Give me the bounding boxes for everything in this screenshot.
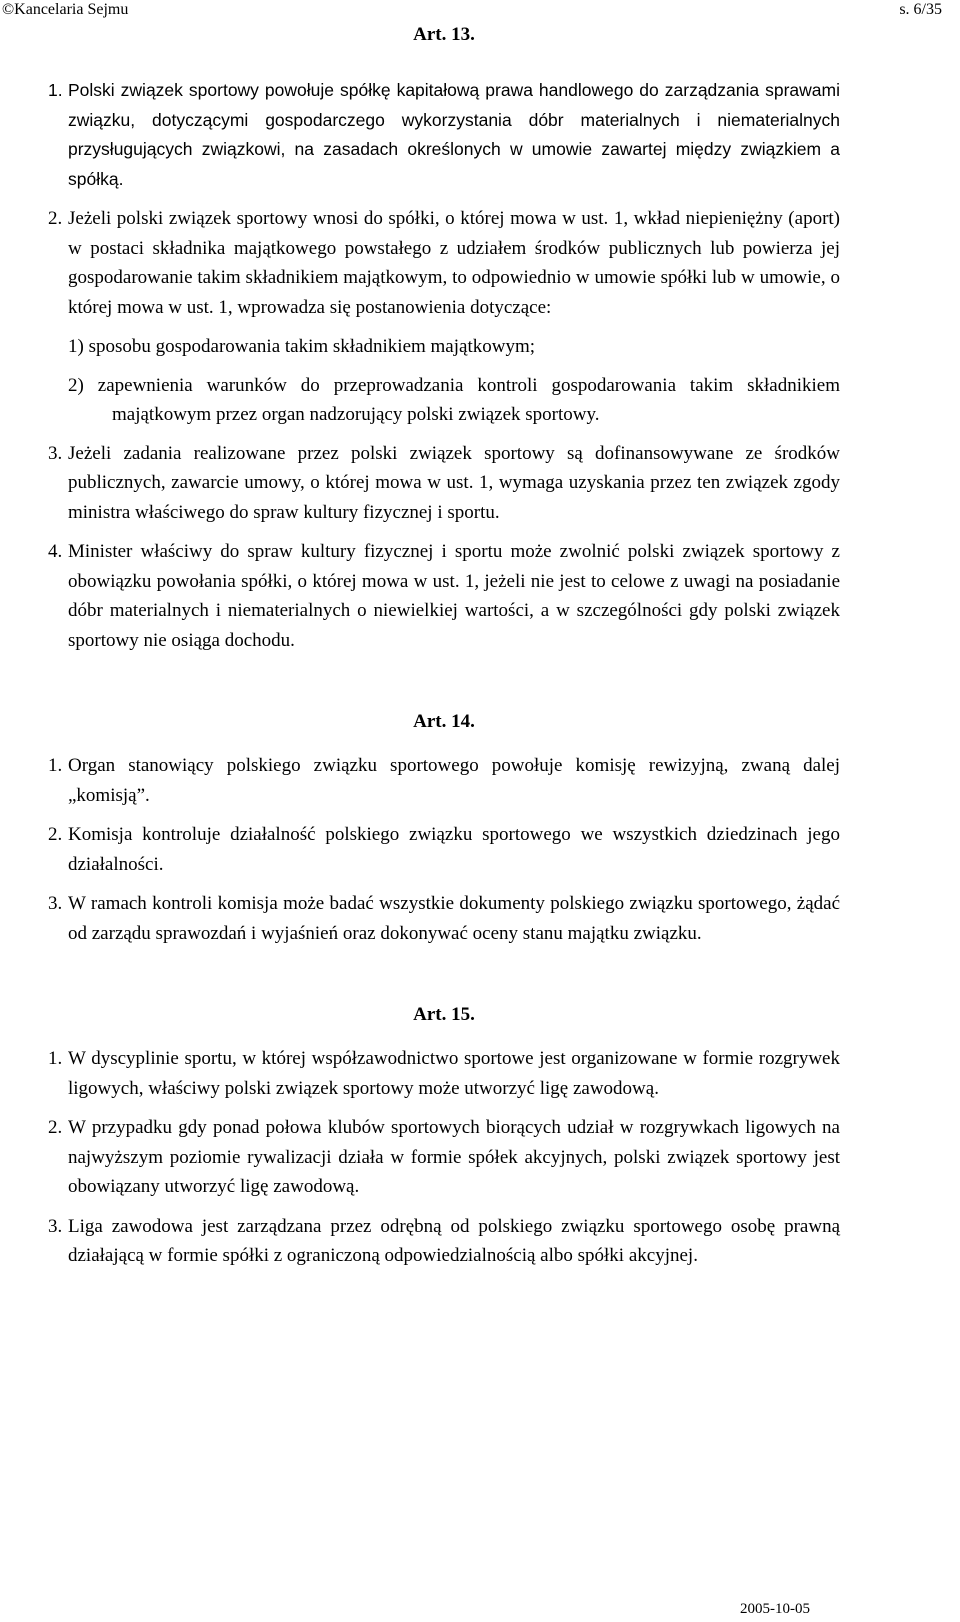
paragraph-text: Komisja kontroluje działalność polskiego związku sportowego we wszystkich dziedzinach jego działalności. <box>68 824 840 875</box>
publisher-label: ©Kancelaria Sejmu <box>2 1 129 18</box>
paragraph-number: 2. <box>48 208 63 229</box>
list-item-number: 2) <box>68 374 84 396</box>
paragraph <box>48 537 840 655</box>
list-item-text: zapewnienia warunków do przeprowadzania kontroli gospodarowania takim składnikiem majątkowym przez organ nadzorujący polski związek sportowy. <box>97 374 841 425</box>
paragraph-number: 3. <box>48 442 63 464</box>
paragraph-text: W ramach kontroli komisja może badać wszystkie dokumenty polskiego związku sportowego, żądać od zarządu sprawozdań i wyjaśnień oraz dokonywać oceny stanu majątku związku. <box>68 893 840 944</box>
paragraph <box>48 751 840 810</box>
paragraph-text: W przypadku gdy ponad połowa klubów sportowych biorących udział w rozgrywkach ligowych na najwyższym poziomie rywalizacji działa w formie spółek akcyjnych, polski związek sportowy jest obowiązany utworzyć ligę zawodową. <box>68 1117 840 1197</box>
paragraph <box>48 76 840 194</box>
paragraph <box>48 1044 840 1103</box>
document-body <box>48 20 840 1281</box>
paragraph-text: Liga zawodowa jest zarządzana przez odrębną od polskiego związku sportowego osobę prawną działającą w formie spółki z ograniczoną odpowiedzialnością albo spółki akcyjnej. <box>68 1215 840 1266</box>
article-15 <box>48 1000 840 1271</box>
paragraph-text: Jeżeli zadania realizowane przez polski związek sportowy są dofinansowywane ze środków publicznych, zawarcie umowy, o której mowa w ust. 1, wymaga uzyskania przez ten związek zgody ministra właściwego do spraw kultury fizycznej i sportu. <box>68 442 840 523</box>
paragraph-number: 1. <box>48 80 63 100</box>
list-item-number: 1) <box>68 336 84 357</box>
list-item-text: sposobu gospodarowania takim składnikiem majątkowym; <box>88 336 536 357</box>
paragraph-text: Minister właściwy do spraw kultury fizycznej i sportu może zwolnić polski związek sportowy z obowiązku powołania spółki, o której mowa w ust. 1, jeżeli nie jest to celowe z uwagi na posiadanie dóbr materialnych i niematerialnych o niewielkiej wartości, a w szczególności gdy polski związek sportowy nie osiąga dochodu. <box>68 541 840 651</box>
paragraph <box>48 1212 840 1271</box>
paragraph-number: 1. <box>48 1048 63 1069</box>
paragraph-number: 3. <box>48 893 63 914</box>
paragraph-text: Organ stanowiący polskiego związku sportowego powołuje komisję rewizyjną, zwaną dalej „komisją”. <box>68 755 840 806</box>
paragraph-number: 2. <box>48 824 63 845</box>
article-14 <box>48 707 840 948</box>
paragraph <box>48 1113 840 1202</box>
article-title: Art. 15. <box>413 1004 475 1025</box>
paragraph-text: W dyscyplinie sportu, w której współzawodnictwo sportowe jest organizowane w formie rozgrywek ligowych, właściwy polski związek sportowy może utworzyć ligę zawodową. <box>68 1048 840 1099</box>
paragraph-number: 1. <box>48 755 63 776</box>
article-13 <box>48 20 840 655</box>
paragraph-number: 2. <box>48 1117 63 1138</box>
paragraph <box>48 439 840 528</box>
paragraph <box>48 889 840 948</box>
paragraph-number: 4. <box>48 541 63 562</box>
paragraph-text: Polski związek sportowy powołuje spółkę kapitałową prawa handlowego do zarządzania sprawami związku, dotyczącymi gospodarczego wykorzystania dóbr materialnych i niematerialnych przysługujących związkowi, na zasadach określonych w umowie zawartej między związkiem a spółką. <box>68 80 840 189</box>
paragraph <box>48 820 840 879</box>
paragraph-number: 3. <box>48 1215 63 1237</box>
page-header <box>0 0 960 20</box>
article-title: Art. 14. <box>413 711 475 732</box>
list-item <box>48 332 840 362</box>
paragraph <box>48 204 840 322</box>
page-number: s. 6/35 <box>899 1 942 18</box>
paragraph-text: Jeżeli polski związek sportowy wnosi do spółki, o której mowa w ust. 1, wkład niepieniężny (aport) w postaci składnika majątkowego powstałego z udziałem środków publicznych lub powierza jej gospodarowanie takim składnikiem majątkowym, to odpowiednio w umowie spółki lub w umowie, o której mowa w ust. 1, wprowadza się postanowienia dotyczące: <box>68 208 840 318</box>
footer-date: 2005-10-05 <box>740 1601 810 1617</box>
article-title: Art. 13. <box>413 24 475 45</box>
list-item <box>48 371 840 430</box>
